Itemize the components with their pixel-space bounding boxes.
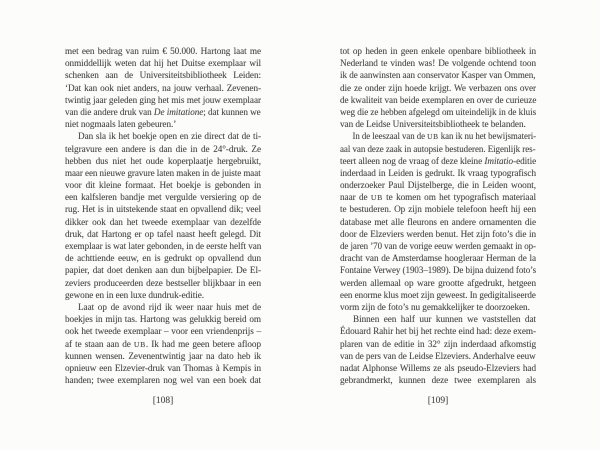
text-line: van de Leidse Universiteitsbibliotheek te belanden.	[340, 119, 526, 130]
text-line: inderdaad in Leiden is gedrukt. Ik vraag typografisch	[340, 167, 536, 178]
page-number-left: [108]	[152, 396, 174, 406]
italic-text: De imitatione	[153, 106, 204, 117]
text-line: een enorme klus moet zijn geweest. In gedigitaliseerde	[340, 289, 536, 300]
text-line: telgravure een andere is dan die in de 24°-druk. Ze	[65, 143, 261, 154]
text-line: nadat Alphonse Willems ze als pseudo-Elzeviers had	[340, 362, 536, 373]
text-line: voor dit kleine formaat. Het boekje is gebonden in	[65, 180, 261, 191]
text-line: weg die ze hebben afgelegd om uiteindelijk in de kluis	[340, 106, 537, 117]
text-line: een kalfsleren bandje met vergulde versiering op de	[65, 192, 261, 203]
text-line: Laat op de avond rijd ik weer naar huis met de	[78, 301, 261, 312]
text-line: Édouard Rahir het bij het rechte eind had: deze exem-	[340, 326, 536, 337]
text-line: met een bedrag van ruim € 50.000. Hartong laat me	[65, 46, 261, 56]
page-left-108	[65, 0, 261, 450]
text-line: hebben dus niet het oude koperplaatje hergebruikt,	[65, 155, 261, 166]
text-line: teert alleen nog de vraag of deze kleine Imitatio-editie	[340, 155, 537, 166]
text-line: Fontaine Verwey (1903–1989). De bijna duizend foto’s	[340, 265, 537, 276]
text-line: maar een nieuwe gravure laten maken in de juiste maat	[65, 167, 261, 178]
italic-text: Imitatio	[484, 155, 514, 166]
text-line: rug. Het is in uitstekende staat en opvallend dik; veel	[65, 204, 261, 215]
text-line: onderzoeker Paul Dijstelberge, die in Leiden woont,	[340, 180, 536, 191]
text-line: aal van deze zaak in autopsie bestuderen. Eigenlijk res-	[340, 143, 536, 154]
text-line: af te staan aan de UB. Ik had me geen betere afloop	[65, 338, 261, 349]
text-line: de jaren ’70 van de vorige eeuw werden gemaakt in op-	[340, 241, 536, 251]
text-line: papier, dat doet denken aan dun bijbelpapier. De El-	[65, 265, 261, 276]
text-line: druk, dat Hartong er op tafel naast heeft gelegd. Dit	[65, 228, 261, 239]
text-line: exemplaar is wat later gebonden, in de eerste helft van	[65, 241, 262, 251]
small-caps-text: UB	[427, 132, 439, 142]
text-block-left	[65, 45, 261, 386]
text-line: ik de aanwinsten aan conservator Kasper van Ommen,	[340, 70, 536, 81]
text-line: gebrandmerkt, kunnen deze twee exemplaren als	[340, 375, 536, 386]
text-line: de achttiende eeuw, en is gedrukt op opvallend dun	[65, 253, 261, 264]
text-line: Binnen een half uur kunnen we vaststellen dat	[353, 314, 536, 325]
text-line: die ze onder zijn hoede krijgt. We verbazen ons over	[340, 82, 536, 93]
text-line: vorm zijn de foto’s nu gemakkelijker te doorzoeken.	[340, 301, 530, 312]
text-line: door de Elzeviers werden benut. Het zijn foto’s die in	[340, 228, 536, 239]
text-line: niet nogmaals laten gebeuren.’	[65, 119, 177, 130]
text-line: Dan sla ik het boekje open en zie direct dat de ti-	[78, 131, 261, 142]
text-line: kunnen wensen. Zevenentwintig jaar na dato heb ik	[65, 350, 261, 361]
small-caps-text: UB	[133, 339, 146, 349]
text-line: tot op heden in geen enkele openbare bibliotheek in	[340, 46, 536, 56]
text-line: naar de UB te komen om het typografisch materiaal	[340, 192, 536, 203]
small-caps-text: UB	[370, 193, 383, 203]
text-line: zeviers produceerden deze bestseller blijkbaar in een	[65, 277, 261, 288]
text-line: de kwaliteit van beide exemplaren en over de curieuze	[340, 94, 537, 105]
text-line: opnieuw een Elzevier-druk van Thomas à Kempis in	[65, 362, 261, 373]
text-line: Nederland te vinden was! De volgende ochtend toon	[340, 58, 536, 69]
text-line: te bestuderen. Op zijn mobiele telefoon heeft hij een	[340, 204, 536, 215]
text-line: werden allemaal op ware grootte afgedrukt, hetgeen	[340, 277, 536, 288]
text-line: handen; twee exemplaren nog wel van een boek dat	[65, 375, 261, 386]
text-line: schenken aan de Universiteitsbibliotheek Leiden:	[65, 70, 261, 81]
text-line: dracht van de Amsterdamse hoogleraar Herman de la	[340, 253, 536, 264]
text-line: onmiddellijk weten dat hij het Duitse exemplaar wil	[65, 58, 261, 69]
text-line: plaren van de editie in 32° zijn inderdaad afkomstig	[340, 338, 536, 349]
page-right-109	[340, 0, 536, 450]
text-line: twintig jaar geleden ging het mis met jouw exemplaar	[65, 94, 261, 105]
text-line: dikker ook dan het tweede exemplaar van dezelfde	[65, 216, 261, 227]
text-line: gewone en in een luxe dundruk-editie.	[65, 289, 204, 300]
text-line: database met alle fleurons en andere ornamenten die	[340, 216, 536, 227]
text-line: In de leeszaal van de UB kan ik nu het bewijsmateri-	[352, 131, 537, 142]
text-line: ook het tweede exemplaar – voor een vriendenprijs –	[65, 326, 261, 337]
text-line: van de pers van de Leidse Elzeviers. Anderhalve eeuw	[340, 350, 536, 361]
text-line: van die andere druk van De imitatione; dat kunnen we	[65, 106, 261, 117]
text-line: ‘Dat kan ook niet anders, na jouw verhaal. Zevenen-	[65, 82, 261, 93]
page-number-right: [109]	[427, 396, 449, 406]
text-block-right	[340, 45, 536, 386]
text-line: boekjes in mijn tas. Hartong was gelukkig bereid om	[65, 314, 261, 325]
